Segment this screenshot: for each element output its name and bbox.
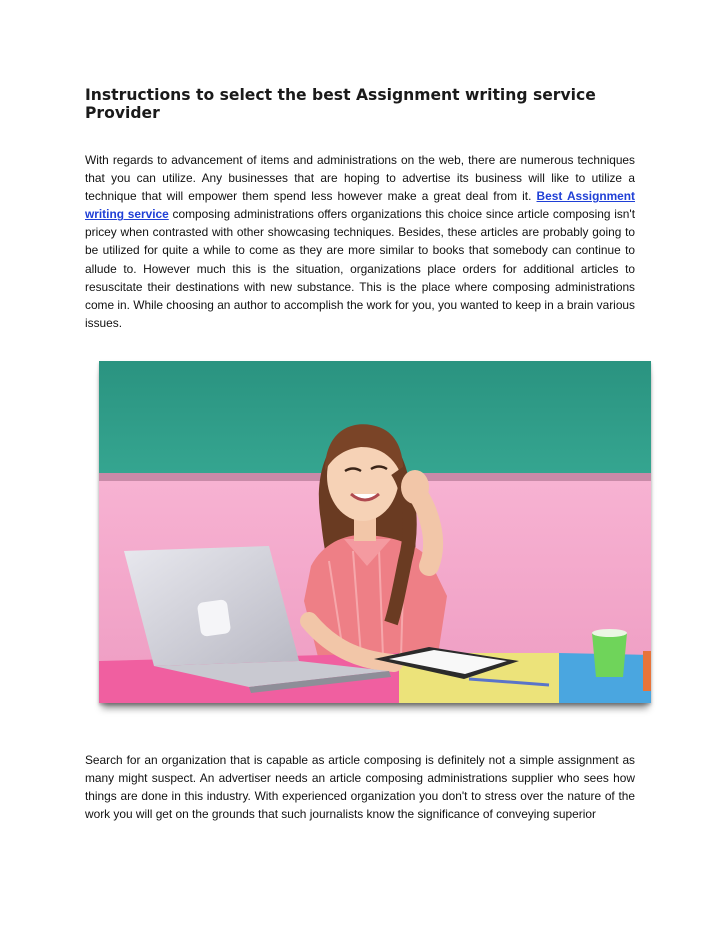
girl-with-laptop-photo xyxy=(99,361,651,703)
best-assignment-writing-service-link[interactable]: Best Assignment writing service xyxy=(85,189,636,222)
intro-text-after-link: composing administrations offers organizations this choice since article composing isn't pricey when contrasted with other showcasing techniques. Besides, these articles are probably going to be utilized for quite a while to come as they are more similar to books that somebody can continue to allude to. However much this is the situation, organizations place orders for additional articles to resuscitate their destinations with new substance. This is the place where composing administrations come in. While choosing an author to accomplish the work for you, you wanted to keep in a brain various issues. xyxy=(85,207,635,330)
intro-text-before-link: With regards to advancement of items and administrations on the web, there are numerous techniques that you can utilize. Any businesses that are hoping to advertise its business will like to utilize a technique that will empower them spend less however make a great deal from it. xyxy=(85,153,635,204)
green-cup-icon xyxy=(592,629,627,677)
intro-paragraph xyxy=(85,151,635,332)
second-paragraph: Search for an organization that is capable as article composing is definitely not a simple assignment as many might suspect. An advertiser needs an article composing administrations supplier who sees how things are done in this industry. With experienced organization you don't to stress over the nature of the work you will get on the grounds that such journalists know the significance of conveying superior xyxy=(85,753,635,822)
document-title: Instructions to select the best Assignment writing service Provider xyxy=(85,86,596,122)
